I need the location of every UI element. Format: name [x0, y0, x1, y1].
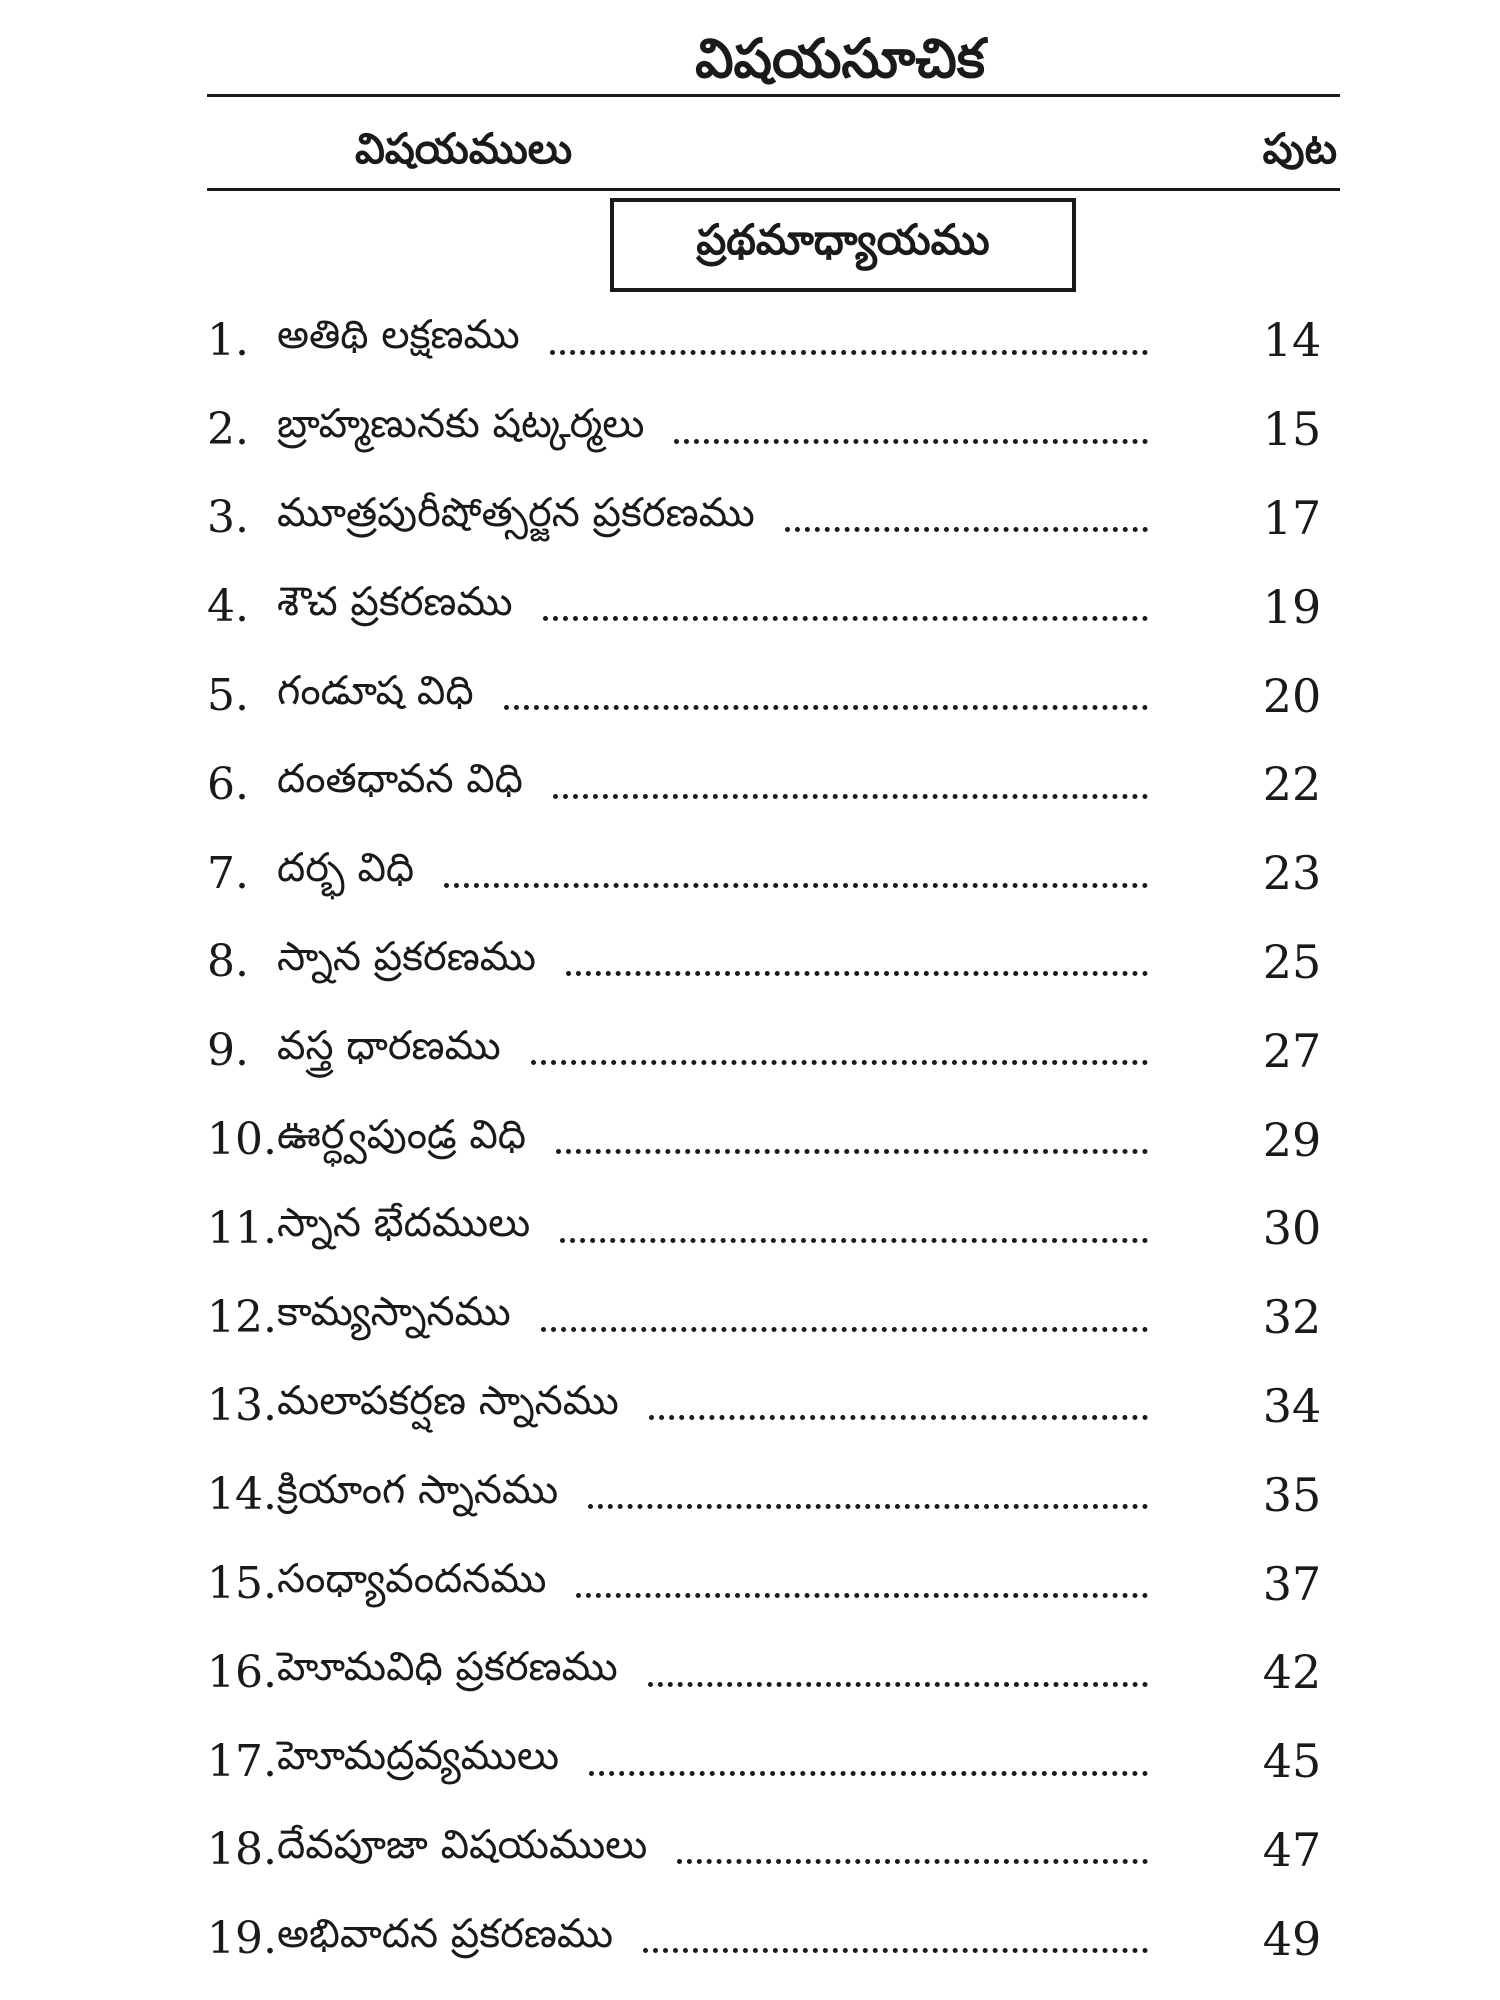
toc-entry-number: 1.: [207, 314, 249, 366]
toc-entry-title: సంధ్యావందనము: [277, 1555, 547, 1602]
toc-entry: [207, 1717, 1340, 1806]
dot-leader: [588, 1504, 1148, 1509]
toc-entry-title: కామ్యస్నానము: [277, 1289, 511, 1336]
toc-entry-title: అతిథి లక్షణము: [277, 312, 520, 359]
toc-entry-page: 47: [1262, 1822, 1322, 1877]
toc-entry-page: 34: [1262, 1378, 1322, 1433]
toc-entry-title: ఊర్ధ్వపుండ్ర విధి: [277, 1111, 526, 1158]
dot-leader: [550, 350, 1148, 355]
toc-entry-page: 27: [1262, 1023, 1322, 1078]
toc-entry-page: 37: [1262, 1556, 1322, 1611]
toc-entry: [207, 296, 1340, 385]
toc-entry-title: దంతధావన విధి: [277, 756, 523, 803]
toc-entry-page: 45: [1262, 1734, 1322, 1789]
toc-entry: [207, 1273, 1340, 1362]
toc-list: [207, 296, 1340, 1983]
toc-entry: [207, 1362, 1340, 1451]
toc-entry-title: దర్భ విధి: [277, 845, 415, 892]
dot-leader: [543, 616, 1148, 621]
dot-leader: [444, 883, 1148, 888]
toc-entry-page: 25: [1262, 934, 1322, 989]
toc-entry-number: 9.: [207, 1025, 249, 1077]
toc-entry-title: మలాపకర్షణ స్నానము: [277, 1377, 619, 1424]
toc-entry: [207, 1006, 1340, 1095]
toc-entry-title: దేవపూజా విషయములు: [277, 1821, 648, 1868]
toc-entry: [207, 1095, 1340, 1184]
section-title: ప్రథమాధ్యాయము: [696, 215, 990, 264]
toc-entry-title: బ్రాహ్మణునకు షట్కర్మలు: [277, 401, 645, 448]
dot-leader: [553, 794, 1148, 799]
toc-entry: [207, 1450, 1340, 1539]
dot-leader: [674, 439, 1148, 444]
page-title: విషయసూచిక: [695, 27, 985, 90]
toc-entry-number: 5.: [207, 670, 249, 722]
toc-entry-title: గండూష విధి: [277, 667, 474, 714]
toc-entry-title: హెూమవిధి ప్రకరణము: [277, 1644, 618, 1691]
toc-entry-title: శౌచ ప్రకరణము: [277, 578, 513, 625]
toc-entry-number: 2.: [207, 403, 249, 455]
toc-entry: [207, 562, 1340, 651]
toc-entry: [207, 829, 1340, 918]
dot-leader: [504, 705, 1148, 710]
toc-entry-number: 10.: [207, 1114, 277, 1166]
toc-entry-page: 49: [1262, 1911, 1322, 1966]
page-column-header: పుట: [1262, 124, 1337, 173]
toc-entry-page: 35: [1262, 1467, 1322, 1522]
toc-entry-title: మూత్రపురీషోత్సర్జన ప్రకరణము: [277, 489, 755, 536]
toc-entry-number: 8.: [207, 936, 249, 988]
dot-leader: [566, 971, 1148, 976]
toc-entry-page: 20: [1262, 668, 1322, 723]
toc-entry-title: స్నాన భేదములు: [277, 1200, 531, 1247]
dot-leader: [648, 1682, 1148, 1687]
section-title-box: [610, 198, 1076, 292]
toc-entry: [207, 918, 1340, 1007]
subjects-column-header: విషయములు: [355, 124, 573, 173]
toc-entry-title: వస్త్ర ధారణము: [277, 1022, 501, 1069]
toc-entry: [207, 740, 1340, 829]
toc-entry-number: 19.: [207, 1913, 277, 1965]
toc-entry: [207, 1628, 1340, 1717]
toc-entry: [207, 474, 1340, 563]
dot-leader: [556, 1149, 1148, 1154]
toc-entry: [207, 385, 1340, 474]
dot-leader: [677, 1859, 1148, 1864]
toc-entry-page: 42: [1262, 1645, 1322, 1700]
toc-entry-page: 22: [1262, 757, 1322, 812]
toc-entry-title: అభివాదన ప్రకరణము: [277, 1910, 614, 1957]
toc-entry-number: 11.: [207, 1202, 277, 1254]
header-bottom-rule: [207, 188, 1340, 191]
dot-leader: [531, 1060, 1148, 1065]
dot-leader: [560, 1238, 1148, 1243]
toc-entry-number: 12.: [207, 1291, 277, 1343]
toc-entry-number: 15.: [207, 1558, 277, 1610]
toc-entry-number: 7.: [207, 847, 249, 899]
toc-entry: [207, 1539, 1340, 1628]
toc-entry: [207, 1806, 1340, 1895]
toc-entry-page: 23: [1262, 846, 1322, 901]
toc-entry: [207, 651, 1340, 740]
toc-entry-number: 14.: [207, 1469, 277, 1521]
dot-leader: [643, 1948, 1148, 1953]
dot-leader: [649, 1415, 1148, 1420]
toc-entry: [207, 1184, 1340, 1273]
dot-leader: [541, 1327, 1148, 1332]
toc-entry-page: 19: [1262, 579, 1322, 634]
toc-entry-page: 14: [1262, 313, 1322, 368]
toc-entry-page: 29: [1262, 1112, 1322, 1167]
toc-entry-page: 17: [1262, 490, 1322, 545]
toc-entry-title: క్రియాంగ స్నానము: [277, 1466, 559, 1513]
header-top-rule: [207, 94, 1340, 97]
toc-entry-number: 18.: [207, 1824, 277, 1876]
toc-entry-number: 4.: [207, 581, 249, 633]
toc-entry-number: 13.: [207, 1380, 277, 1432]
toc-entry-page: 30: [1262, 1201, 1322, 1256]
toc-entry-title: హెూమద్రవ్యములు: [277, 1733, 560, 1780]
dot-leader: [576, 1593, 1148, 1598]
toc-entry-number: 16.: [207, 1646, 277, 1698]
toc-entry: [207, 1894, 1340, 1983]
toc-entry-number: 17.: [207, 1735, 277, 1787]
toc-entry-page: 15: [1262, 402, 1322, 457]
toc-entry-number: 3.: [207, 492, 249, 544]
toc-entry-page: 32: [1262, 1290, 1322, 1345]
toc-entry-number: 6.: [207, 758, 249, 810]
toc-entry-title: స్నాన ప్రకరణము: [277, 933, 536, 980]
dot-leader: [785, 527, 1148, 532]
dot-leader: [589, 1771, 1148, 1776]
